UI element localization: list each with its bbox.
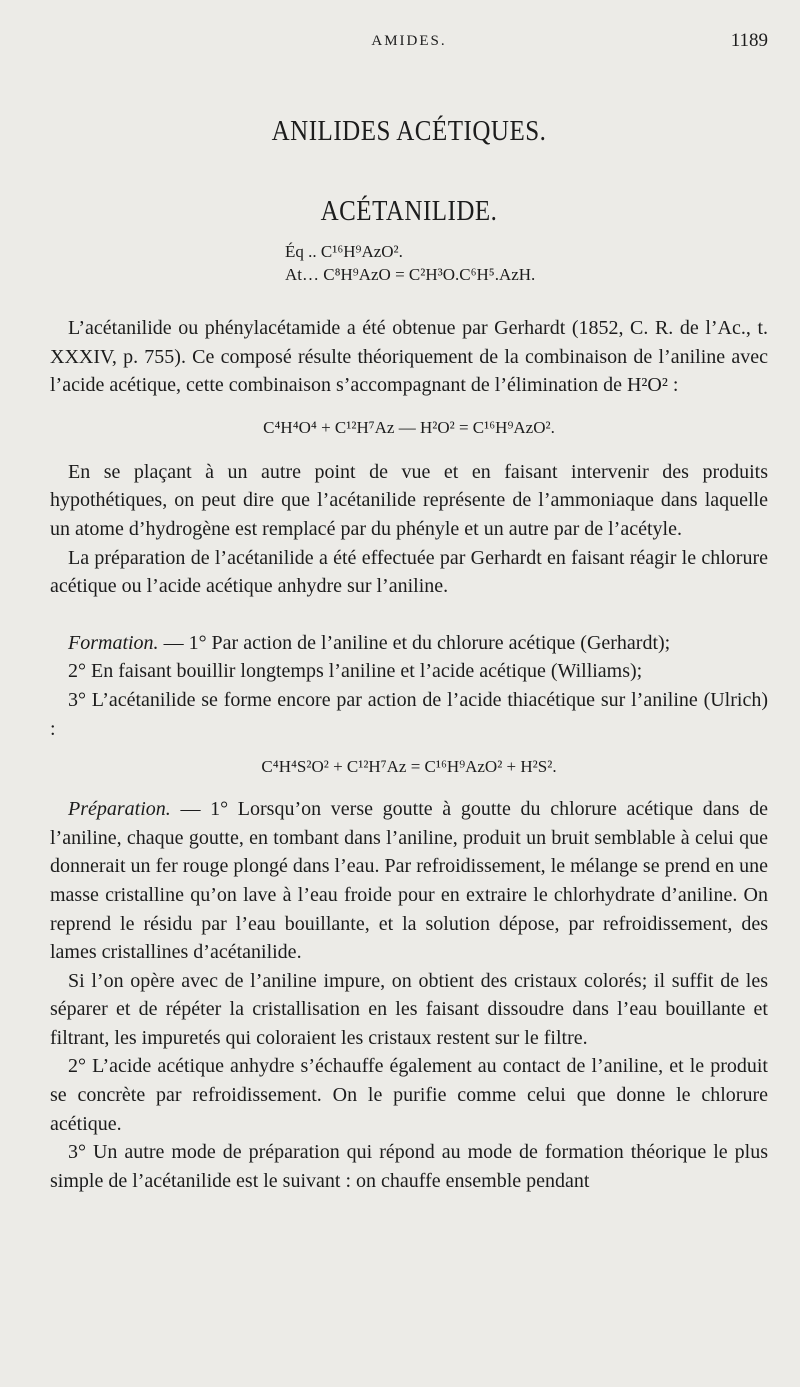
equivalent-formulas <box>285 240 768 286</box>
preparation-label: Préparation. <box>68 798 171 821</box>
formation-item-1: — 1° Par action de l’aniline et du chlorure acétique (Gerhardt); <box>158 631 671 654</box>
preparation-paragraph-4: 3° Un autre mode de préparation qui répond au mode de formation théorique le plus simple de l’acétanilide est le suivant : on chauffe ensemble pendant <box>50 1141 768 1192</box>
equivalent-formula: Éq .. C¹⁶H⁹AzO². <box>285 242 403 261</box>
reaction-formula-2: C⁴H⁴S²O² + C¹²H⁷Az = C¹⁶H⁹AzO² + H²S². <box>261 757 557 777</box>
formation-paragraph <box>50 629 768 658</box>
running-title: AMIDES. <box>371 33 447 49</box>
formation-label: Formation. <box>68 631 159 654</box>
compound-title: ACÉTANILIDE. <box>320 195 498 227</box>
atomic-formula: At… C⁸H⁹AzO = C²H³O.C⁶H⁵.AzH. <box>285 265 536 284</box>
preparation-paragraph-2: Si l’on opère avec de l’aniline impure, on obtient des cristaux colorés; il suffit de les séparer et de répéter la cristallisation en les faisant dissoudre dans l’eau bouillante et filtrant, les impuretés qui coloraient les cristaux restent sur le filtre. <box>50 969 768 1049</box>
preparation-paragraph-1 <box>50 795 768 967</box>
preparation-summary-paragraph: La préparation de l’acétanilide a été effectuée par Gerhardt en faisant réagir le chlorure acétique ou l’acide acétique anhydre sur l’aniline. <box>50 546 768 598</box>
section-title: ANILIDES ACÉTIQUES. <box>271 115 547 147</box>
viewpoint-paragraph: En se plaçant à un autre point de vue et en faisant intervenir des produits hypothétiques, on peut dire que l’acétanilide représente de l’ammoniaque dans laquelle un atome d’hydrogène est remplacé par du phényle et un autre par de l’acétyle. <box>50 460 768 540</box>
preparation-text-1: — 1° Lorsqu’on verse goutte à goutte du chlorure acétique dans de l’aniline, chaque goutte, en tombant dans l’aniline, produit un bruit semblable à celui que donnerait un fer rouge plongé dans l’eau. Par refroidissement, le mélange se prend en une masse cristalline qu’on lave à l’eau froide pour en extraire le chlorhydrate d’aniline. On reprend le résidu par l’eau bouillante, et la solution dépose, par refroidissement, des lames cristallines d’acétanilide. <box>50 798 768 964</box>
running-header <box>50 30 768 54</box>
intro-paragraph: L’acétanilide ou phénylacétamide a été obtenue par Gerhardt (1852, C. R. de l’Ac., t. XXXIV, p. 755). Ce composé résulte théoriquement de la combinaison de l’aniline avec l’acide acétique, cette combinaison s’accompagnant de l’élimination de H²O² : <box>50 317 768 397</box>
formation-item-2: 2° En faisant bouillir longtemps l’aniline et l’acide acétique (Williams); <box>68 660 643 683</box>
reaction-formula-1: C⁴H⁴O⁴ + C¹²H⁷Az — H²O² = C¹⁶H⁹AzO². <box>263 417 555 437</box>
preparation-paragraph-3: 2° L’acide acétique anhydre s’échauffe également au contact de l’aniline, et le produit se concrète par refroidissement. On le purifie comme celui que donne le chlorure acétique. <box>50 1055 768 1135</box>
formation-item-3: 3° L’acétanilide se forme encore par action de l’acide thiacétique sur l’aniline (Ulrich) : <box>50 688 768 740</box>
page-content <box>50 115 768 1195</box>
page-number: 1189 <box>730 30 768 51</box>
